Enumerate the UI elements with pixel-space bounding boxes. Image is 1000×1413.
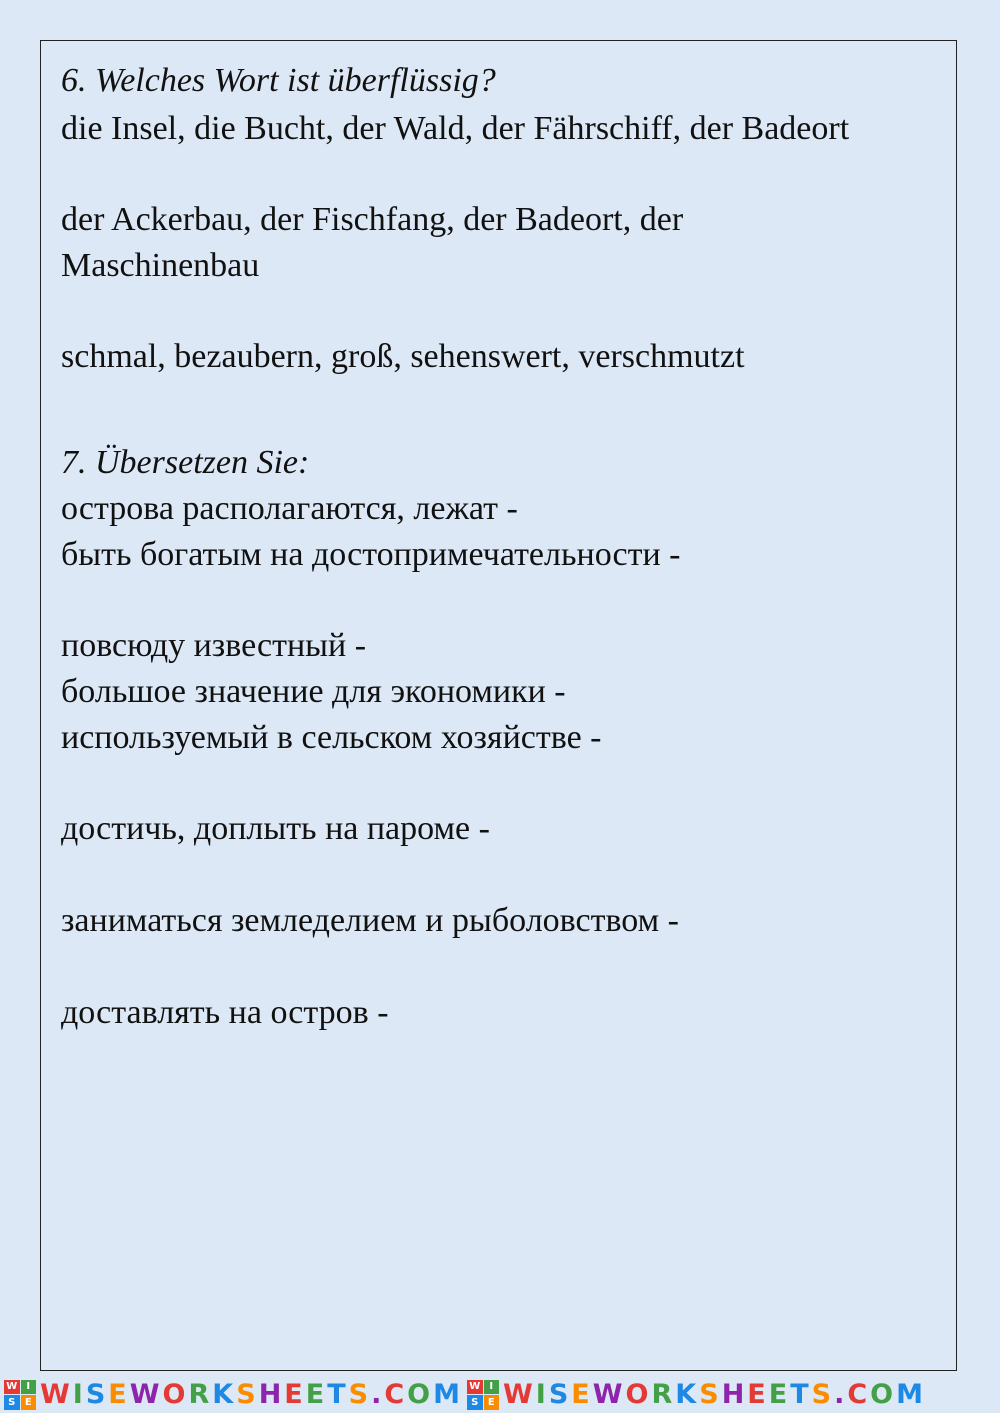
section-7-line-7: заниматься земледелием и рыболовством - <box>61 902 679 939</box>
section-7-line-4: большое значение для экономики - <box>61 673 566 710</box>
section-7-line-5: используемый в сельском хозяйстве - <box>61 719 602 756</box>
brand-logo-icon <box>467 1380 499 1410</box>
section-6-line-2: der Ackerbau, der Fischfang, der Badeort, der <box>61 201 684 238</box>
logo-letter: E <box>484 1395 500 1410</box>
section-7-line-8: доставлять на остров - <box>61 994 389 1031</box>
logo-letter: I <box>484 1380 500 1395</box>
logo-letter: E <box>21 1395 37 1410</box>
section-6-line-1: die Insel, die Bucht, der Wald, der Fährschiff, der Badeort <box>61 110 850 147</box>
section-7-line-6: достичь, доплыть на пароме - <box>61 810 490 847</box>
logo-letter: S <box>467 1395 483 1410</box>
section-6-heading: 6. Welches Wort ist überflüssig? <box>61 62 496 99</box>
section-6-line-4: schmal, bezaubern, groß, sehenswert, verschmutzt <box>61 338 745 375</box>
section-7-line-3: повсюду известный - <box>61 627 367 664</box>
brand-watermark-2 <box>463 1376 926 1413</box>
brand-watermark-1 <box>0 1376 463 1413</box>
brand-logo-icon <box>4 1380 36 1410</box>
watermark-footer <box>0 1376 1000 1413</box>
section-7-line-1: острова располагаются, лежат - <box>61 490 518 527</box>
logo-letter: W <box>4 1380 20 1395</box>
worksheet-frame <box>40 40 957 1371</box>
section-7-line-2: быть богатым на достопримечательности - <box>61 536 681 573</box>
logo-letter: W <box>467 1380 483 1395</box>
brand-text: WISEWORKSHEETS.COM <box>503 1379 926 1410</box>
brand-text: WISEWORKSHEETS.COM <box>40 1379 463 1410</box>
logo-letter: I <box>21 1380 37 1395</box>
logo-letter: S <box>4 1395 20 1410</box>
section-6-line-3: Maschinenbau <box>61 247 260 284</box>
section-7-heading: 7. Übersetzen Sie: <box>61 444 310 481</box>
